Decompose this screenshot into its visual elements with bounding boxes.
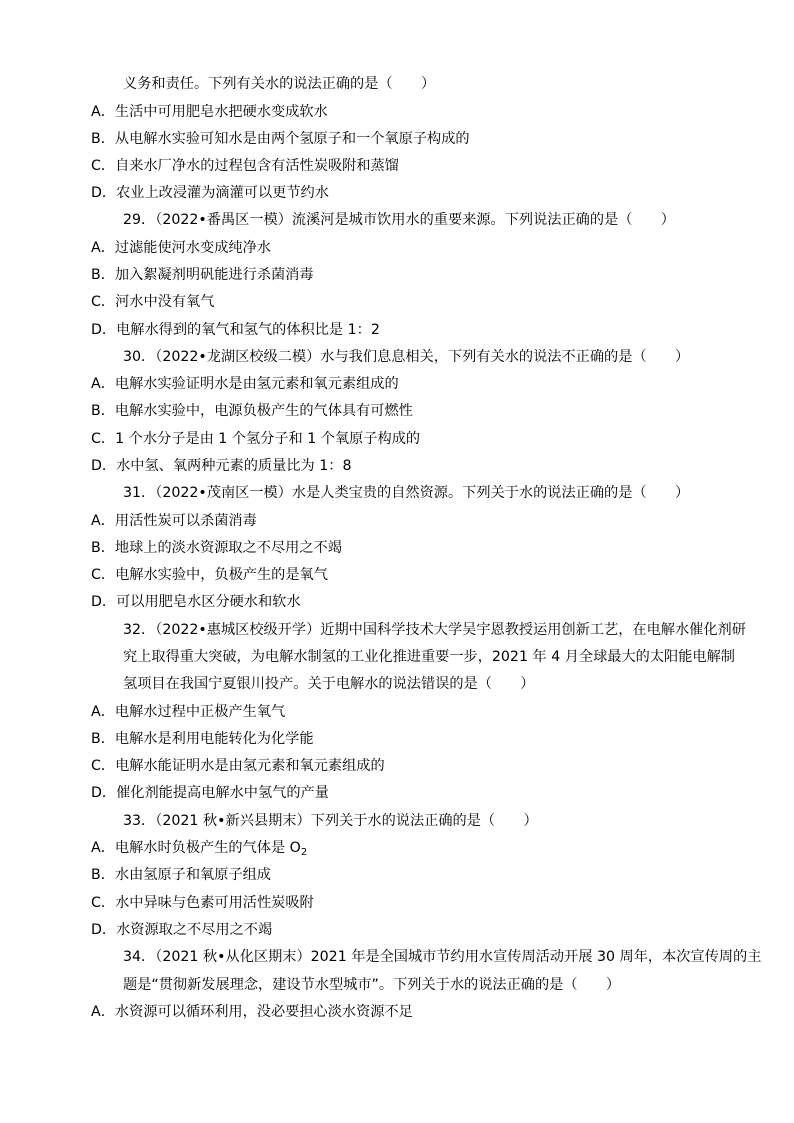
option-b: B．加入絮凝剂明矾能进行杀菌消毒	[91, 267, 314, 283]
question-stem-line: 氢项目在我国宁夏银川投产。关于电解水的说法错误的是（ ）	[123, 676, 535, 692]
option-b: B．从电解水实验可知水是由两个氢原子和一个氧原子构成的	[91, 131, 470, 147]
subscript: 2	[300, 847, 308, 858]
question-stem: 义务和责任。下列有关水的说法正确的是（ ）	[123, 76, 436, 92]
option-d: D．水资源取之不尽用之不竭	[91, 922, 273, 938]
question-stem: 30．（2022•龙湖区校级二模）水与我们息息相关，下列有关水的说法不正确的是（ ）	[123, 349, 690, 365]
option-c: C．自来水厂净水的过程包含有活性炭吸附和蒸馏	[91, 158, 399, 174]
option-text: A．电解水时负极产生的气体是 O	[91, 840, 301, 856]
question-stem-line: 究上取得重大突破，为电解水制氢的工业化推进重要一步，2021 年 4 月全球最大的太阳能电解制	[123, 649, 735, 665]
question-stem: 31．（2022•茂南区一模）水是人类宝贵的自然资源。下列关于水的说法正确的是（ ）	[123, 485, 690, 501]
option-a: A．电解水过程中正极产生氧气	[91, 704, 286, 720]
question-stem-line: 题是“贯彻新发展理念，建设节水型城市”。下列关于水的说法正确的是（ ）	[123, 977, 621, 993]
option-b: B．地球上的淡水资源取之不尽用之不竭	[91, 540, 342, 556]
option-d: D．电解水得到的氧气和氢气的体积比是 1：2	[91, 322, 380, 338]
option-d: D．可以用肥皂水区分硬水和软水	[91, 594, 301, 610]
option-a: A．用活性炭可以杀菌消毒	[91, 513, 257, 529]
option-c: C．电解水能证明水是由氢元素和氧元素组成的	[91, 758, 385, 774]
option-d: D．催化剂能提高电解水中氢气的产量	[91, 785, 329, 801]
option-a	[91, 838, 307, 858]
question-stem: 33．（2021 秋•新兴县期末）下列关于水的说法正确的是（ ）	[123, 813, 538, 829]
option-c: C．水中异味与色素可用活性炭吸附	[91, 895, 314, 911]
question-stem: 29．（2022•番禺区一模）流溪河是城市饮用水的重要来源。下列说法正确的是（ ）	[123, 212, 675, 228]
option-d: D．农业上改浸灌为滴灌可以更节约水	[91, 185, 329, 201]
option-a: A．生活中可用肥皂水把硬水变成软水	[91, 104, 328, 120]
question-stem: 32．（2022•惠城区校级开学）近期中国科学技术大学吴宇恩教授运用创新工艺，在电解水催化剂研	[123, 622, 746, 638]
option-c: C．电解水实验中，负极产生的是氧气	[91, 567, 328, 583]
option-a: A．电解水实验证明水是由氢元素和氧元素组成的	[91, 376, 399, 392]
question-stem: 34．（2021 秋•从化区期末）2021 年是全国城市节约用水宣传周活动开展 30 周年，本次宣传周的主	[123, 949, 762, 965]
option-a: A．过滤能使河水变成纯净水	[91, 240, 271, 256]
option-d: D．水中氢、氧两种元素的质量比为 1：8	[91, 458, 352, 474]
option-b: B．电解水是利用电能转化为化学能	[91, 731, 314, 747]
option-c: C．河水中没有氧气	[91, 294, 215, 310]
option-b: B．水由氢原子和氧原子组成	[91, 867, 271, 883]
option-a: A．水资源可以循环利用，没必要担心淡水资源不足	[91, 1004, 413, 1020]
option-c: C．1 个水分子是由 1 个氢分子和 1 个氧原子构成的	[91, 431, 421, 447]
option-b: B．电解水实验中，电源负极产生的气体具有可燃性	[91, 403, 413, 419]
